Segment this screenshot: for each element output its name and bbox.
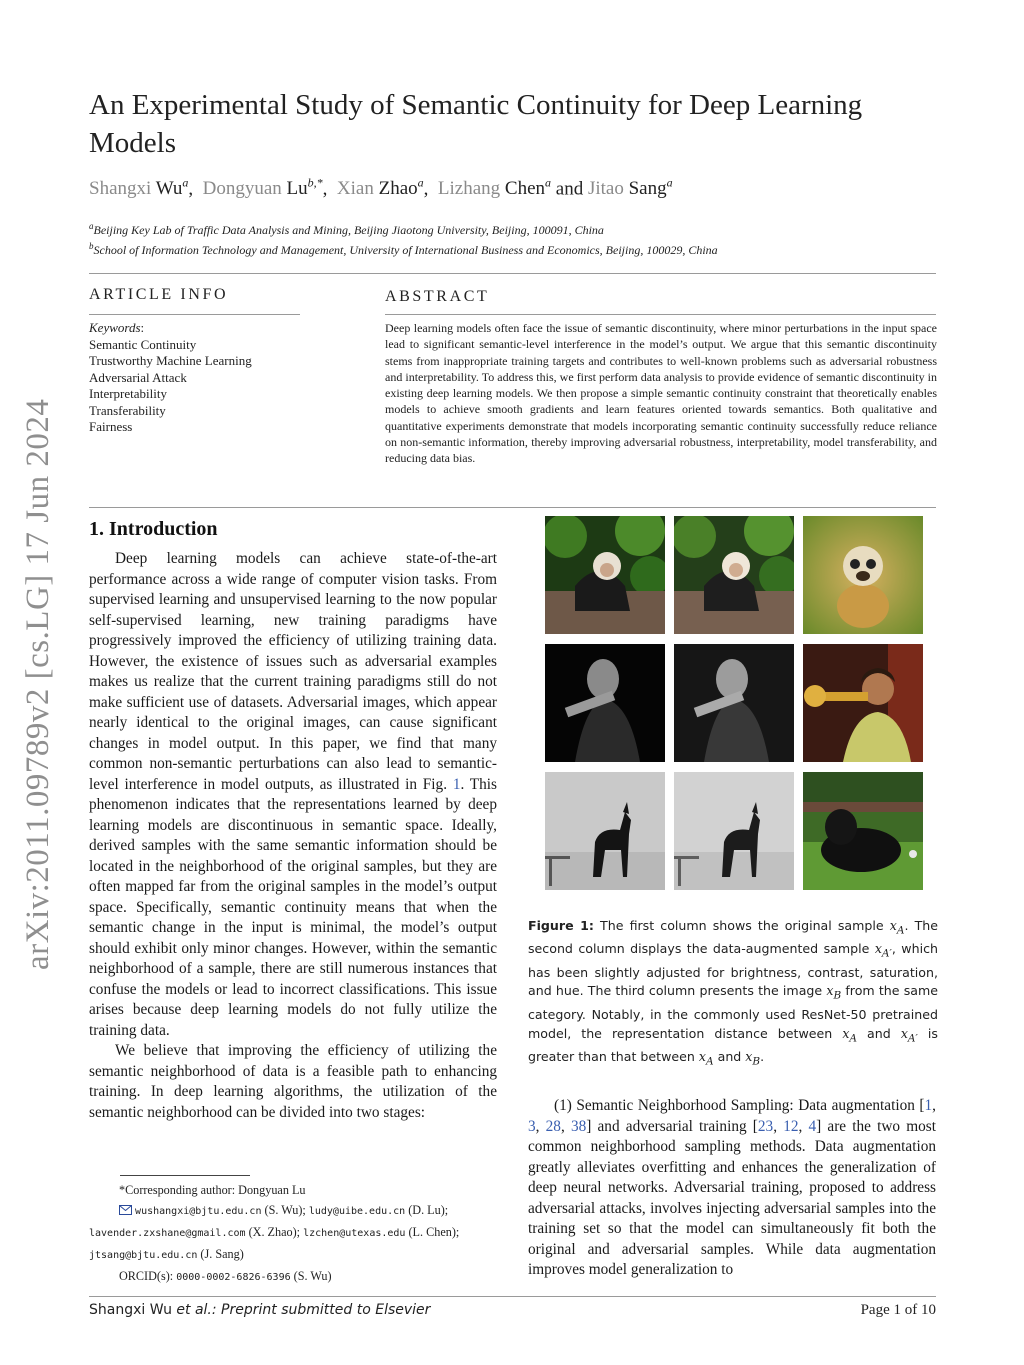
- paragraph: (1) Semantic Neighborhood Sampling: Data augmentation [1, 3, 28, 38] and adversarial training [23, 12, 4] are the two most common neighborhood sampling methods. Data augmentation greatly alleviates overfitting and enhances the generalization of deep neural networks. Adversarial training, proposed to address adversarial attacks, involves injecting adversarial samples into the training set so that the model can simultaneously fit both the original and adversarial samples. While data augmentation improves model generalization to: [528, 1097, 936, 1278]
- citation-link[interactable]: 12: [783, 1117, 799, 1135]
- figure-image-trumpet-augmented: [674, 644, 794, 762]
- email-link[interactable]: lzchen@utexas.edu: [303, 1228, 406, 1239]
- email-link[interactable]: ludy@uibe.edu.cn: [308, 1206, 406, 1217]
- orcid-link[interactable]: 0000-0002-6826-6396: [176, 1272, 291, 1283]
- keyword: Fairness: [89, 419, 133, 434]
- figure-image-dog-original: [545, 772, 665, 890]
- abstract-text: Deep learning models often face the issue of semantic discontinuity, where minor perturbations in the input space lead to significant semantic-level interference in the model’s output. We argue that this semantic discontinuity stems from inappropriate training targets and contributes to well-known problems such as adversarial robustness and interpretability. To address this, we first perform data analysis to provide evidence of semantic discontinuity in existing deep learning models. We then propose a simple semantic continuity constraint that theoretically enables models to achieve smooth gradients and learn features oriented towards semantics. Both qualitative and quantitative experiments demonstrate that models incorporating semantic continuity successfully reduce reliance on non-semantic information, thereby improving adversarial robustness, interpretability, model transferability, and reducing data bias.: [385, 321, 937, 466]
- page-number: Page 1 of 10: [860, 1302, 936, 1318]
- figure-image-monkey-original: [545, 516, 665, 634]
- divider: [89, 314, 300, 315]
- figure-image-dog-on-grass: [803, 772, 923, 890]
- author-list: Shangxi Wu$^a$, Dongyuan $Lu^{b,*}$, Xian Zhao$^a$, Lizhang Chen$^a$ and Jitao Sang$^a$: [89, 176, 673, 200]
- figure-image-trumpet-player: [803, 644, 923, 762]
- footnote: *Corresponding author: Dongyuan Lu wushangxi@bjtu.edu.cn (S. Wu); ludy@uibe.edu.cn (D. Lu); lavender.zxshane@gmail.com (X. Zhao); lzchen@utexas.edu (L. Chen); jtsang@bjtu.edu.cn (J. Sang) ORCID(s): 0000-0002-6826-6396 (S. Wu): [89, 1180, 499, 1288]
- citation-link[interactable]: 3: [528, 1117, 536, 1135]
- keyword: Transferability: [89, 402, 166, 418]
- author: Dongyuan $Lu^{b,*}$: [202, 176, 323, 200]
- affiliation: $^b$School of Information Technology and Management, University of International Business and Economics, Beijing, 100029, China: [89, 241, 718, 257]
- author: Lizhang Chen$^a$: [437, 176, 552, 200]
- divider: [385, 314, 936, 315]
- divider: [89, 273, 936, 274]
- intro-right-column: [528, 1096, 936, 1281]
- footer-left: Shangxi Wu et al.: Preprint submitted to Elsevier: [89, 1302, 431, 1318]
- email-link[interactable]: jtsang@bjtu.edu.cn: [89, 1250, 198, 1261]
- citation-link[interactable]: 23: [757, 1117, 774, 1135]
- figure-image-squirrel-monkey: [803, 516, 923, 634]
- paragraph: Deep learning models can achieve state-of-the-art performance across a wide range of computer vision tasks. From supervised learning and unsupervised learning to the now popular self-supervised learning, new training paradigms have progressively improved the efficiency of utilizing training data. However, the existence of issues such as adversarial examples makes us realize that the current training paradigms still do not make sufficient use of datasets. Adversarial images, which appear nearly identical to the original images, can cause significant changes in model output. In this paper, we find that many common non-semantic perturbations can also lead to semantic-level interference in model outputs, as illustrated in Fig. 1. This phenomenon indicates that the representations learned by deep learning models are discontinuous in semantic space. Ideally, derived samples with the same semantic information should be located in the neighborhood of the original samples, but they are often mapped far from the original samples in the model’s output space. Specifically, semantic continuity means that when the semantic change in the input is minimal, the model’s output should exhibit only minor changes. However, within the semantic neighborhood of a sample, there are still numerous instances that confuse the models or lead to incorrect classifications. This issue arises because deep learning models do not fully utilize the training data.: [89, 550, 497, 1039]
- figure-image-trumpet-original: [545, 644, 665, 762]
- citation-link[interactable]: 38: [570, 1117, 587, 1135]
- affiliation: $^a$Beijing Key Lab of Traffic Data Analysis and Mining, Beijing Jiaotong University, Beijing, 100091, China: [89, 221, 604, 237]
- keyword: Semantic Continuity: [89, 336, 197, 352]
- paragraph: We believe that improving the efficiency of utilizing the semantic neighborhood of data is a feasible path to enhancing training. In deep learning algorithms, the utilization of the semantic neighborhood can be divided into two stages:: [89, 1042, 497, 1121]
- author: Xian Zhao$^a$: [336, 176, 424, 200]
- keyword: Adversarial Attack: [89, 369, 187, 385]
- abstract-heading: ABSTRACT: [385, 288, 490, 305]
- figure-1-image-grid: [545, 516, 923, 891]
- keyword: Interpretability: [89, 386, 167, 401]
- article-info-heading: ARTICLE INFO: [89, 286, 229, 303]
- footnote-rule: [120, 1175, 250, 1176]
- email-link[interactable]: lavender.zxshane@gmail.com: [89, 1228, 246, 1239]
- keywords-label: Keywords: [89, 320, 141, 335]
- author: Shangxi Wu$^a$: [89, 176, 189, 200]
- citation-link[interactable]: 28: [545, 1117, 561, 1135]
- section-heading: 1. Introduction: [89, 518, 218, 540]
- arxiv-stamp: arXiv:2011.09789v2 [cs.LG] 17 Jun 2024: [20, 398, 56, 970]
- footer-rule: [89, 1296, 936, 1297]
- citation-link[interactable]: 4: [808, 1117, 817, 1135]
- corresponding-author: *Corresponding author: Dongyuan Lu: [119, 1183, 306, 1197]
- keyword: Trustworthy Machine Learning: [89, 353, 252, 368]
- intro-left-column: [89, 549, 497, 1123]
- envelope-icon: [119, 1205, 132, 1215]
- figure-image-monkey-augmented: [674, 516, 794, 634]
- figure-1-caption: Figure 1: The first column shows the original sample $x_A$. The second column displays the data-augmented sample $x_{A'}$, which has been slightly adjusted for brightness, contrast, saturation, and hue. The third column presents the image $x_B$ from the same category. Notably, in the commonly used ResNet-50 pretrained model, the representation distance between $x_A$ and $x_{A'}$ is greater than that between $x_A$ and $x_B$.: [528, 918, 939, 1068]
- divider: [89, 507, 936, 508]
- figure-image-dog-augmented: [674, 772, 794, 890]
- email-link[interactable]: wushangxi@bjtu.edu.cn: [135, 1206, 262, 1217]
- author: Jitao Sang$^a$: [587, 176, 673, 200]
- paper-title: An Experimental Study of Semantic Continuity for Deep Learning Models: [89, 89, 863, 159]
- figure-ref-link[interactable]: 1: [452, 775, 461, 793]
- keywords-block: Keywords: Semantic Continuity Trustworthy Machine Learning Adversarial Attack Interpretability Transferability Fairness: [89, 320, 299, 436]
- citation-link[interactable]: 1: [924, 1097, 933, 1114]
- figure-label: Figure 1:: [528, 918, 594, 933]
